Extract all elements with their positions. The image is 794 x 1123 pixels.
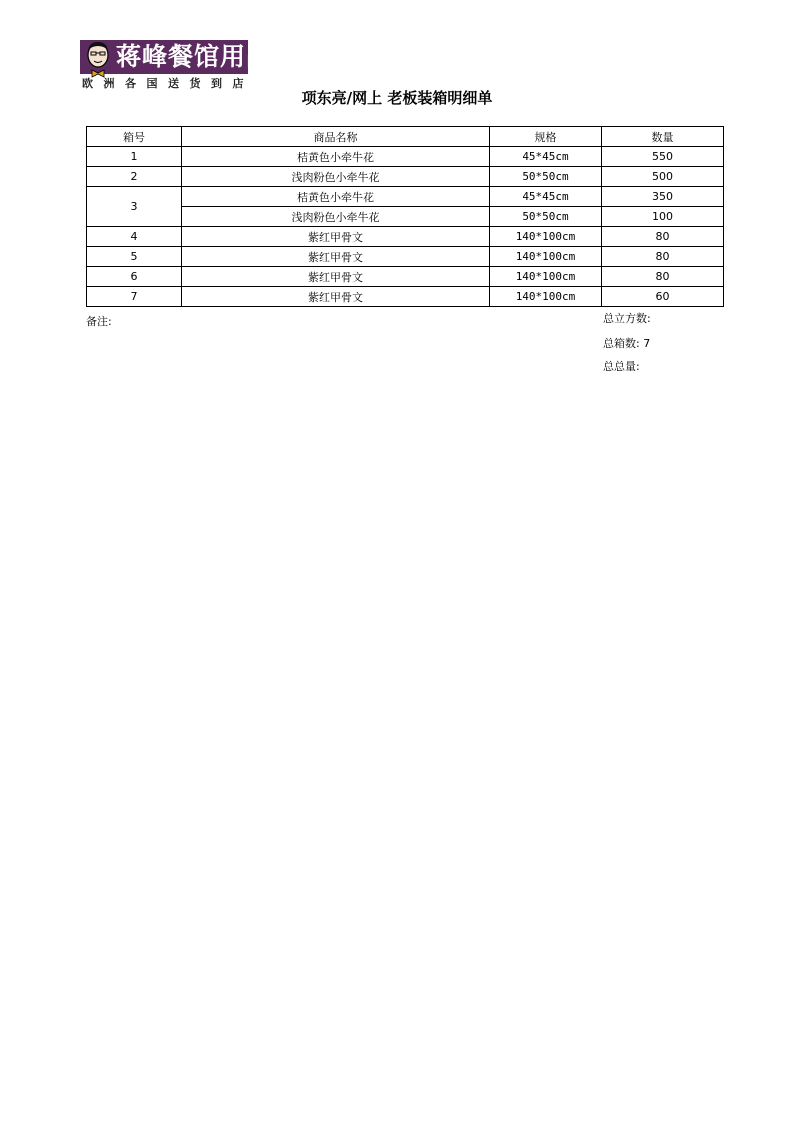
logo-slogan: 欧洲各国送货到店: [82, 77, 254, 90]
cell-spec: 50*50cm: [490, 207, 602, 227]
packing-list-table: [86, 126, 724, 307]
cell-product-name: 桔黄色小牵牛花: [182, 147, 490, 167]
cell-quantity: 80: [602, 247, 724, 267]
cell-box-number: 1: [87, 147, 182, 167]
table-header-row: [87, 127, 724, 147]
total-weight-label: 总总量:: [603, 360, 640, 373]
table-row: [87, 227, 724, 247]
total-boxes-label: 总箱数:: [603, 337, 640, 350]
cell-product-name: 紫红甲骨文: [182, 227, 490, 247]
cell-box-number: 5: [87, 247, 182, 267]
chef-portrait-icon: [83, 40, 113, 78]
table-row: [87, 287, 724, 307]
cell-box-number: 6: [87, 267, 182, 287]
table-row: [87, 187, 724, 207]
cell-spec: 140*100cm: [490, 267, 602, 287]
cell-spec: 140*100cm: [490, 227, 602, 247]
table-row: [87, 247, 724, 267]
total-boxes: [603, 335, 650, 351]
logo-name: 蒋峰餐馆用品: [116, 42, 273, 71]
cell-quantity: 100: [602, 207, 724, 227]
cell-quantity: 60: [602, 287, 724, 307]
cell-product-name: 桔黄色小牵牛花: [182, 187, 490, 207]
cell-product-name: 紫红甲骨文: [182, 267, 490, 287]
table-row: [87, 207, 724, 227]
cell-box-number: 2: [87, 167, 182, 187]
header-product-name: 商品名称: [182, 127, 490, 147]
header-quantity: 数量: [602, 127, 724, 147]
cell-spec: 45*45cm: [490, 187, 602, 207]
cell-spec: 45*45cm: [490, 147, 602, 167]
cell-box-number: 4: [87, 227, 182, 247]
company-logo: [80, 40, 273, 92]
cell-quantity: 350: [602, 187, 724, 207]
cell-spec: 140*100cm: [490, 287, 602, 307]
cell-spec: 50*50cm: [490, 167, 602, 187]
cell-quantity: 80: [602, 267, 724, 287]
document-title: 项东亮/网上 老板装箱明细单: [301, 89, 493, 107]
table-row: [87, 167, 724, 187]
cell-box-number: 3: [87, 187, 182, 227]
cell-quantity: 80: [602, 227, 724, 247]
total-volume-label: 总立方数:: [603, 312, 651, 325]
cell-quantity: 500: [602, 167, 724, 187]
header-spec: 规格: [490, 127, 602, 147]
cell-spec: 140*100cm: [490, 247, 602, 267]
cell-product-name: 紫红甲骨文: [182, 247, 490, 267]
cell-product-name: 紫红甲骨文: [182, 287, 490, 307]
cell-product-name: 浅肉粉色小牵牛花: [182, 167, 490, 187]
cell-quantity: 550: [602, 147, 724, 167]
table-row: [87, 147, 724, 167]
cell-box-number: 7: [87, 287, 182, 307]
header-box-number: 箱号: [87, 127, 182, 147]
table-row: [87, 267, 724, 287]
cell-product-name: 浅肉粉色小牵牛花: [182, 207, 490, 227]
remark-label: 备注:: [86, 315, 112, 328]
total-boxes-value: 7: [643, 337, 651, 350]
